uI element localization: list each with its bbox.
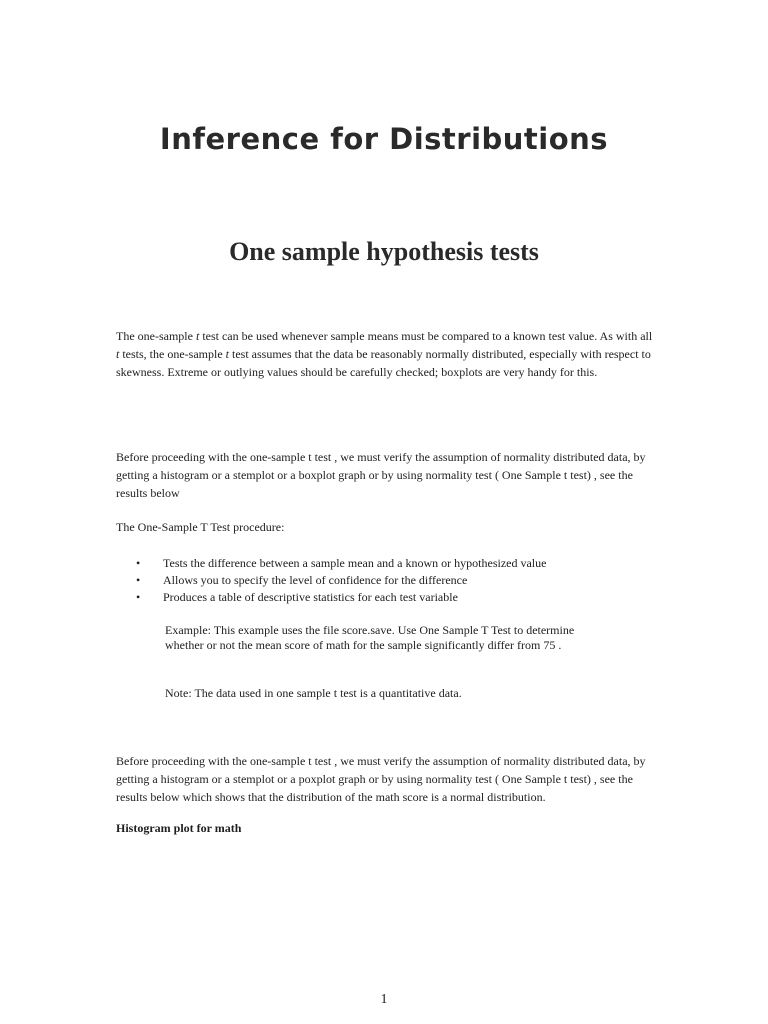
- normality-results-paragraph: Before proceeding with the one-sample t test , we must verify the assumption of normality distributed data, by getting a histogram or a stemplot or a poxplot graph or by using normality test ( One Sample t test) , see the results below which shows that the distribution of the math score is a normal distribution.: [116, 754, 646, 804]
- text-run: tests, the one-sample: [119, 347, 226, 361]
- italic-t: t: [195, 329, 200, 343]
- section-subtitle: One sample hypothesis tests: [229, 237, 539, 266]
- list-item: [136, 589, 546, 606]
- list-item: [136, 555, 546, 572]
- bullet-icon: •: [136, 573, 141, 587]
- page-number: 1: [380, 992, 388, 1007]
- intro-paragraph: [116, 327, 656, 381]
- note-paragraph: Note: The data used in one sample t test is a quantitative data.: [165, 686, 462, 700]
- italic-t: t: [225, 347, 229, 361]
- list-item-text: Produces a table of descriptive statistics for each test variable: [163, 590, 458, 604]
- text-run: test can be used whenever sample means must be compared to a known test value. As with all: [199, 329, 653, 343]
- list-item-text: Allows you to specify the level of confidence for the difference: [163, 573, 468, 587]
- italic-t: t: [116, 347, 120, 361]
- list-item: [136, 572, 546, 589]
- example-paragraph: Example: This example uses the file score.save. Use One Sample T Test to determine whether or not the mean score of math for the sample significantly differ from 75 .: [165, 623, 575, 652]
- text-run: The one-sample: [116, 329, 196, 343]
- histogram-heading: Histogram plot for math: [116, 821, 242, 835]
- list-item-text: Tests the difference between a sample mean and a known or hypothesized value: [163, 556, 547, 570]
- bullet-icon: •: [136, 556, 141, 570]
- text-run: test assumes that the data be reasonably normally distributed, especially with respect to skewness. Extreme or outlying values should be carefully checked; boxplots are very handy for this.: [116, 347, 651, 379]
- procedure-heading: The One-Sample T Test procedure:: [116, 520, 285, 534]
- procedure-list: [136, 555, 546, 606]
- page-title: Inference for Distributions: [159, 122, 609, 156]
- normality-paragraph: Before proceeding with the one-sample t test , we must verify the assumption of normality distributed data, by getting a histogram or a stemplot or a boxplot graph or by using normality test ( One Sample t test) , see the results below: [116, 450, 646, 500]
- bullet-icon: •: [136, 590, 141, 604]
